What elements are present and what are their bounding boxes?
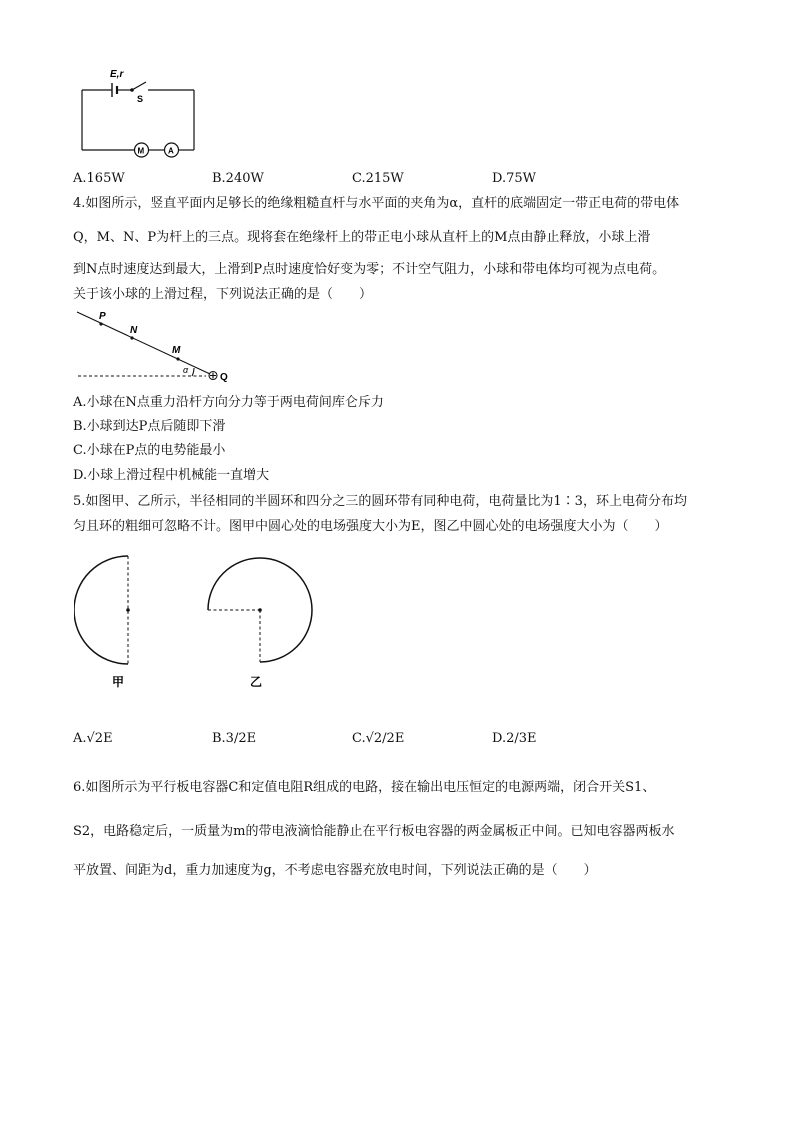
q4-option-c: C.小球在P点的电势能最小 xyxy=(73,443,226,458)
ring-diagrams xyxy=(74,550,324,690)
q4-option-a: A.小球在N点重力沿杆方向分力等于两电荷间库仑斥力 xyxy=(73,395,384,410)
figure-jia-label: 甲 xyxy=(112,675,125,689)
ammeter-label: A xyxy=(168,146,174,156)
q6-stem-line2: S2，电路稳定后，一质量为m的带电液滴恰能静止在平行板电容器的两金属板正中间。已知电容器两板水 xyxy=(73,824,675,839)
q5-option-c-text: C.√2/2E xyxy=(352,731,405,746)
switch-label: S xyxy=(137,94,144,104)
q4-option-d: D.小球上滑过程中机械能一直增大 xyxy=(73,468,270,483)
q5-option-d-text: D.2/3E xyxy=(492,731,537,746)
q5-option-b xyxy=(212,731,256,747)
incline-rod-diagram xyxy=(74,306,244,386)
q3-option-a: A.165W xyxy=(73,171,125,186)
q5-option-d xyxy=(492,731,537,747)
q3-option-b: B.240W xyxy=(212,171,264,186)
q5-option-c xyxy=(352,731,404,747)
point-m-label: M xyxy=(172,345,181,356)
q5-option-b-text: B.3/2E xyxy=(212,731,257,746)
charge-q-label: Q xyxy=(220,372,228,383)
source-label: E,r xyxy=(110,69,124,80)
q4-option-b: B.小球到达P点后随即下滑 xyxy=(73,419,226,434)
q4-stem-line3: 到N点时速度达到最大，上滑到P点时速度恰好变为零；不计空气阻力，小球和带电体均可视为点电荷。 xyxy=(73,262,666,277)
point-n-label: N xyxy=(130,325,138,336)
q6-stem-line1: 6.如图所示为平行板电容器C和定值电阻R组成的电路，接在输出电压恒定的电源两端，闭合开关S1、 xyxy=(73,780,656,795)
q5-option-a-text: A.√2E xyxy=(73,731,113,746)
circuit-diagram xyxy=(74,62,204,162)
q4-stem-line2: Q，M、N、P为杆上的三点。现将套在绝缘杆上的带正电小球从直杆上的M点由静止释放，小球上滑 xyxy=(73,230,651,245)
q5-option-a xyxy=(73,731,113,747)
motor-label: M xyxy=(137,146,145,156)
q5-stem-line1: 5.如图甲、乙所示，半径相同的半圆环和四分之三的圆环带有同种电荷，电荷量比为1∶3，环上电荷分布均 xyxy=(73,494,687,509)
angle-alpha-label: α xyxy=(183,365,189,375)
q4-stem-line4: 关于该小球的上滑过程，下列说法正确的是（ ） xyxy=(73,287,373,302)
figure-yi-label: 乙 xyxy=(250,675,263,689)
q3-option-d: D.75W xyxy=(492,171,536,186)
q4-stem-line1: 4.如图所示，竖直平面内足够长的绝缘粗糙直杆与水平面的夹角为α，直杆的底端固定一带正电荷的带电体 xyxy=(73,196,680,211)
q5-stem-line2: 匀且环的粗细可忽略不计。图甲中圆心处的电场强度大小为E，图乙中圆心处的电场强度大小为（ ） xyxy=(73,519,668,534)
q3-option-c: C.215W xyxy=(352,171,404,186)
point-p-label: P xyxy=(99,311,106,322)
q6-stem-line3: 平放置、间距为d，重力加速度为g，不考虑电容器充放电时间，下列说法正确的是（ ） xyxy=(73,863,597,878)
